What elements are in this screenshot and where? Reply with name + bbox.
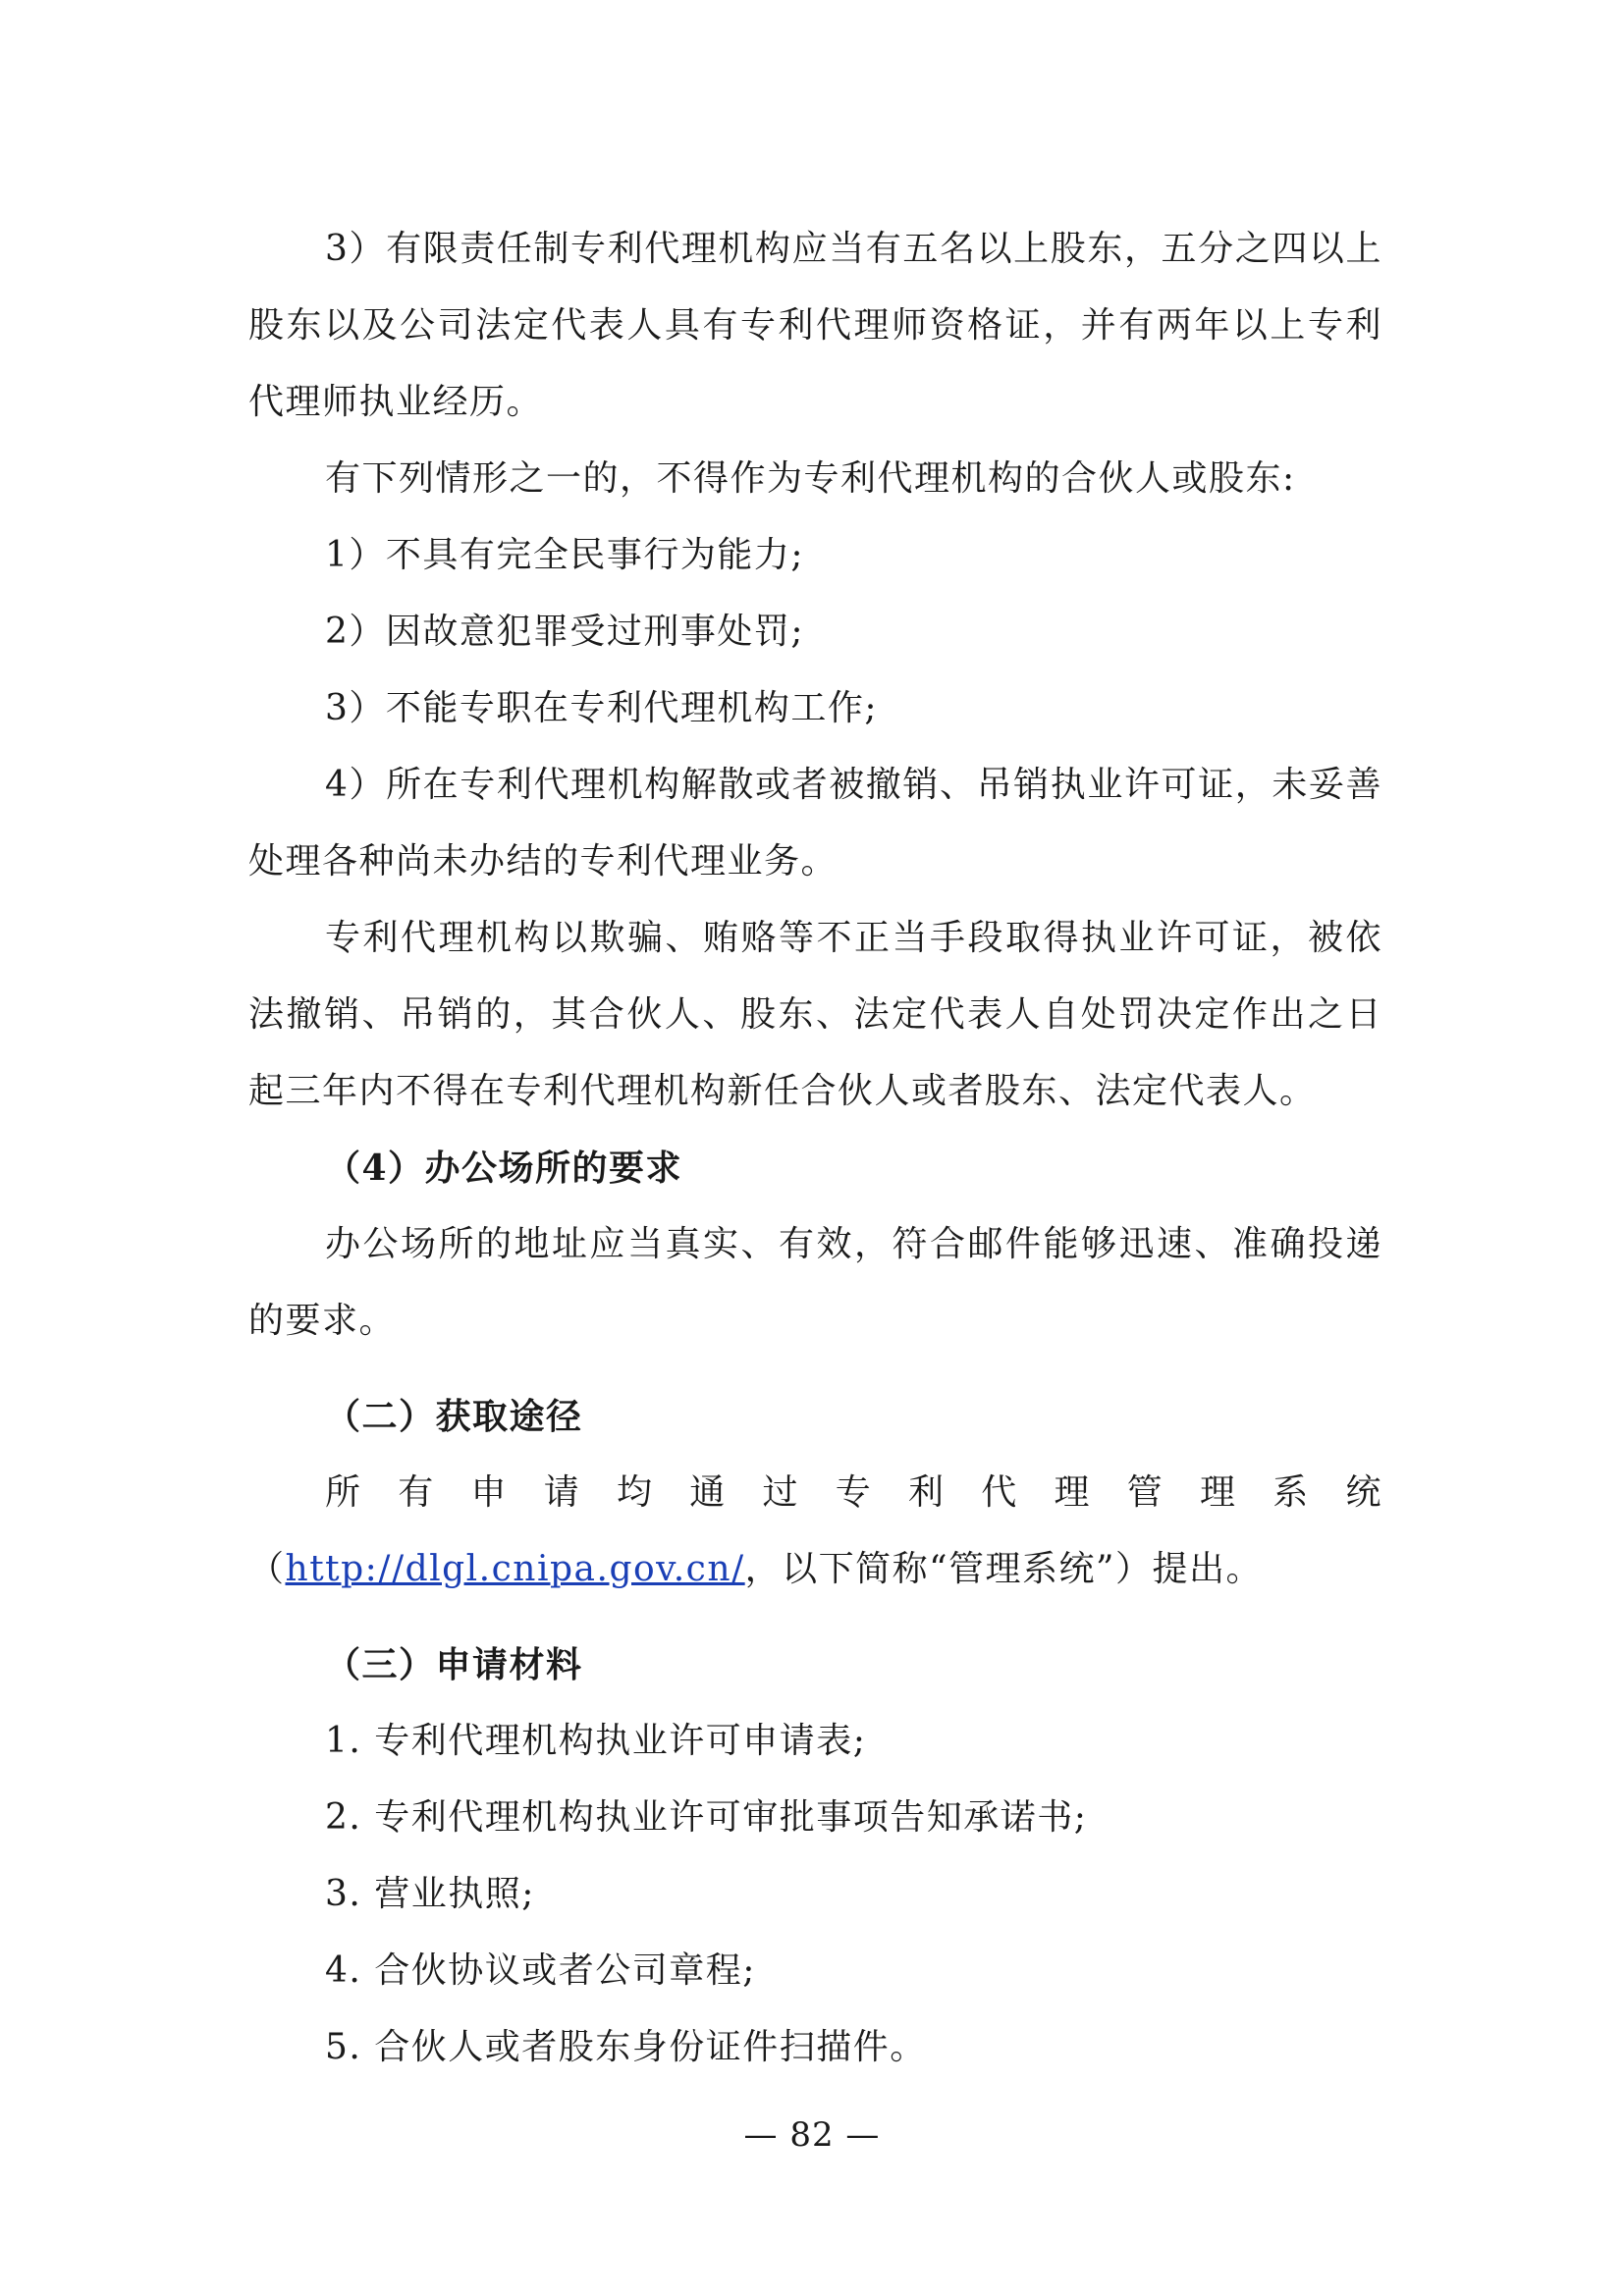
materials-list-item: 5. 合伙人或者股东身份证件扫描件。 bbox=[325, 2027, 927, 2067]
list-item-disqualification-1: 1）不具有完全民事行为能力; bbox=[325, 535, 805, 575]
page-number: — 82 — bbox=[743, 2115, 881, 2155]
management-system-link[interactable]: http://dlgl.cnipa.gov.cn/ bbox=[285, 1549, 745, 1589]
section-heading-access: （二）获取途径 bbox=[325, 1396, 583, 1437]
paragraph-access-method bbox=[248, 1455, 1382, 1608]
section-heading-materials: （三）申请材料 bbox=[325, 1644, 583, 1685]
paragraph-revocation-rule: 专利代理机构以欺骗、贿赂等不正当手段取得执业许可证，被依法撤销、吊销的，其合伙人、股东、法定代表人自处罚决定作出之日起三年内不得在专利代理机构新任合伙人或者股东、法定代表人。 bbox=[248, 918, 1382, 1111]
list-item-disqualification-4: 4）所在专利代理机构解散或者被撤销、吊销执业许可证，未妥善处理各种尚未办结的专利代理业务。 bbox=[248, 765, 1382, 881]
list-item-disqualification-3: 3）不能专职在专利代理机构工作; bbox=[325, 688, 879, 728]
materials-list-item: 4. 合伙协议或者公司章程; bbox=[325, 1950, 756, 1991]
list-item-disqualification-2: 2）因故意犯罪受过刑事处罚; bbox=[325, 612, 805, 652]
section-heading-office: （4）办公场所的要求 bbox=[325, 1148, 683, 1189]
materials-list-item: 3. 营业执照; bbox=[325, 1874, 535, 1914]
materials-list-item: 1. 专利代理机构执业许可申请表; bbox=[325, 1721, 867, 1761]
paragraph-disqualification-intro: 有下列情形之一的，不得作为专利代理机构的合伙人或股东: bbox=[325, 458, 1296, 499]
paragraph-shareholder-requirement: 3）有限责任制专利代理机构应当有五名以上股东，五分之四以上股东以及公司法定代表人具有专利代理师资格证，并有两年以上专利代理师执业经历。 bbox=[248, 229, 1382, 422]
paragraph-office-requirement: 办公场所的地址应当真实、有效，符合邮件能够迅速、准确投递的要求。 bbox=[248, 1224, 1382, 1341]
access-text-before: 所有申请均通过专利代理管理系统（ bbox=[248, 1472, 1382, 1589]
materials-list-item: 2. 专利代理机构执业许可审批事项告知承诺书; bbox=[325, 1797, 1088, 1838]
access-text-after: ，以下简称“管理系统”）提出。 bbox=[744, 1549, 1263, 1589]
page-body bbox=[248, 211, 1382, 2086]
